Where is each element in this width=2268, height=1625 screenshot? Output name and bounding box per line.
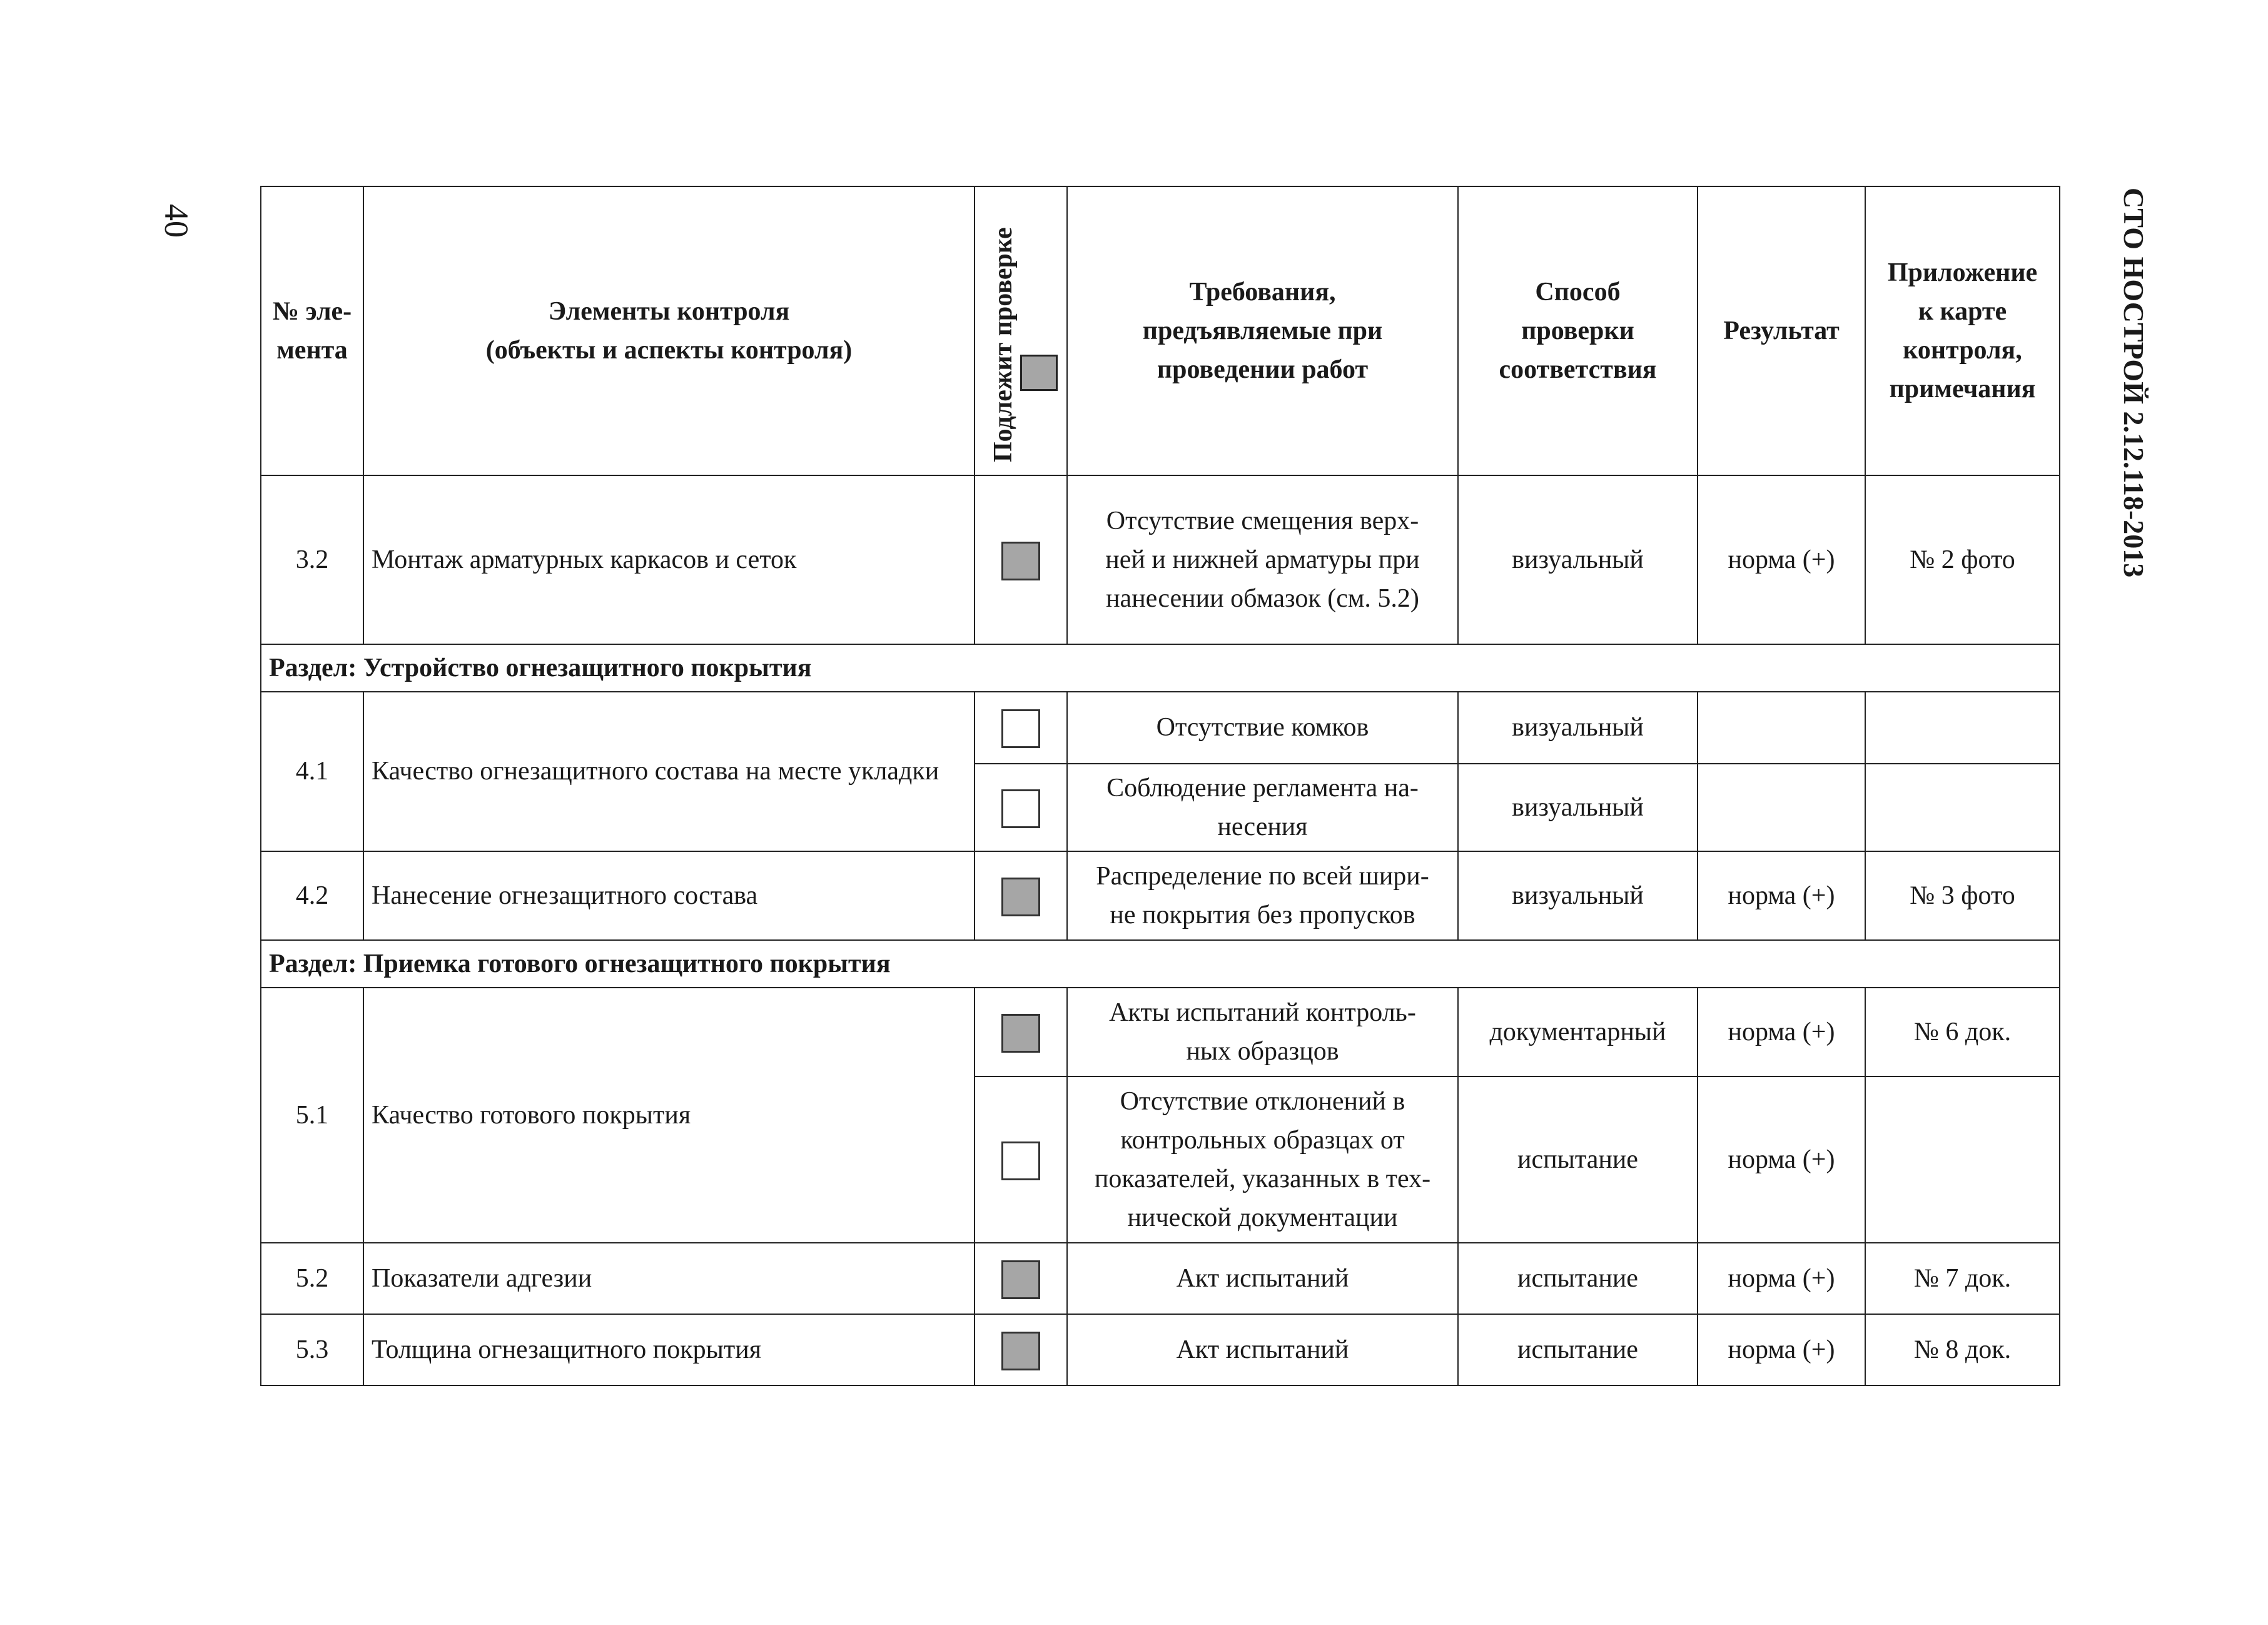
row-requirement: Соблюдение регламента на- несения (1067, 764, 1458, 851)
checked-box[interactable] (1001, 878, 1040, 916)
table-row-3-2 (261, 475, 2060, 644)
row-note (1865, 764, 2060, 851)
row-number: 5.1 (261, 988, 363, 1243)
row-check-cell (975, 1076, 1067, 1243)
row-result: норма (+) (1698, 1314, 1865, 1385)
row-number: 4.1 (261, 692, 363, 851)
row-result: норма (+) (1698, 475, 1865, 644)
row-check-cell (975, 692, 1067, 764)
row-number: 3.2 (261, 475, 363, 644)
row-number: 5.2 (261, 1243, 363, 1314)
row-result: норма (+) (1698, 1076, 1865, 1243)
row-element: Монтаж арматурных каркасов и сеток (363, 475, 975, 644)
header-subject-to-check-label: Подлежит проверке (989, 227, 1018, 462)
row-requirement: Акт испытаний (1067, 1314, 1458, 1385)
row-element: Качество огнезащитного состава на месте укладки (363, 692, 975, 851)
row-check-cell (975, 1314, 1067, 1385)
row-requirement: Акт испытаний (1067, 1243, 1458, 1314)
section-title: Раздел: Приемка готового огнезащитного покрытия (261, 940, 2060, 988)
table-header-row (261, 186, 2060, 475)
table-row-5-1a (261, 988, 2060, 1076)
table-row-5-3 (261, 1314, 2060, 1385)
row-check-cell (975, 988, 1067, 1076)
checked-box[interactable] (1001, 1260, 1040, 1299)
row-note: № 2 фото (1865, 475, 2060, 644)
row-method: документарный (1458, 988, 1698, 1076)
row-note (1865, 692, 2060, 764)
row-element: Качество готового покрытия (363, 988, 975, 1243)
row-check-cell (975, 764, 1067, 851)
row-check-cell (975, 475, 1067, 644)
row-element: Показатели адгезии (363, 1243, 975, 1314)
row-note: № 6 док. (1865, 988, 2060, 1076)
row-method: испытание (1458, 1076, 1698, 1243)
table-row-4-2 (261, 851, 2060, 940)
row-check-cell (975, 1243, 1067, 1314)
header-notes: Приложение к карте контроля, примечания (1865, 186, 2060, 475)
row-result (1698, 764, 1865, 851)
row-method: испытание (1458, 1243, 1698, 1314)
checked-box[interactable] (1001, 1332, 1040, 1370)
header-requirements: Требования, предъявляемые при проведении работ (1067, 186, 1458, 475)
page-number: 40 (158, 204, 195, 238)
row-number: 5.3 (261, 1314, 363, 1385)
row-method: испытание (1458, 1314, 1698, 1385)
row-result: норма (+) (1698, 1243, 1865, 1314)
header-control-elements: Элементы контроля (объекты и аспекты контроля) (363, 186, 975, 475)
row-result (1698, 692, 1865, 764)
table-row-4-1a (261, 692, 2060, 764)
section-title: Раздел: Устройство огнезащитного покрытия (261, 644, 2060, 692)
header-verification-method: Способ проверки соответствия (1458, 186, 1698, 475)
section-row-4 (261, 644, 2060, 692)
unchecked-box[interactable] (1001, 789, 1040, 828)
row-result: норма (+) (1698, 851, 1865, 940)
control-table (260, 186, 2060, 1386)
checked-box[interactable] (1001, 542, 1040, 580)
table-row-5-2 (261, 1243, 2060, 1314)
header-result: Результат (1698, 186, 1865, 475)
row-note: № 7 док. (1865, 1243, 2060, 1314)
unchecked-box[interactable] (1001, 709, 1040, 748)
row-requirement: Отсутствие отклонений в контрольных образцах от показателей, указанных в тех- нической документации (1067, 1076, 1458, 1243)
row-element: Нанесение огнезащитного состава (363, 851, 975, 940)
header-checkbox-icon (1020, 355, 1058, 391)
row-number: 4.2 (261, 851, 363, 940)
row-result: норма (+) (1698, 988, 1865, 1076)
row-check-cell (975, 851, 1067, 940)
row-requirement: Отсутствие комков (1067, 692, 1458, 764)
row-note (1865, 1076, 2060, 1243)
header-element-no: № эле- мента (261, 186, 363, 475)
row-note: № 8 док. (1865, 1314, 2060, 1385)
row-requirement: Отсутствие смещения верх- ней и нижней арматуры при нанесении обмазок (см. 5.2) (1067, 475, 1458, 644)
row-requirement: Распределение по всей шири- не покрытия без пропусков (1067, 851, 1458, 940)
row-element: Толщина огнезащитного покрытия (363, 1314, 975, 1385)
row-method: визуальный (1458, 764, 1698, 851)
row-note: № 3 фото (1865, 851, 2060, 940)
header-subject-to-check (975, 186, 1067, 475)
document-code: СТО НОСТРОЙ 2.12.118-2013 (2118, 188, 2150, 578)
section-row-5 (261, 940, 2060, 988)
row-method: визуальный (1458, 851, 1698, 940)
row-method: визуальный (1458, 475, 1698, 644)
checked-box[interactable] (1001, 1014, 1040, 1053)
unchecked-box[interactable] (1001, 1142, 1040, 1180)
row-requirement: Акты испытаний контроль- ных образцов (1067, 988, 1458, 1076)
row-method: визуальный (1458, 692, 1698, 764)
